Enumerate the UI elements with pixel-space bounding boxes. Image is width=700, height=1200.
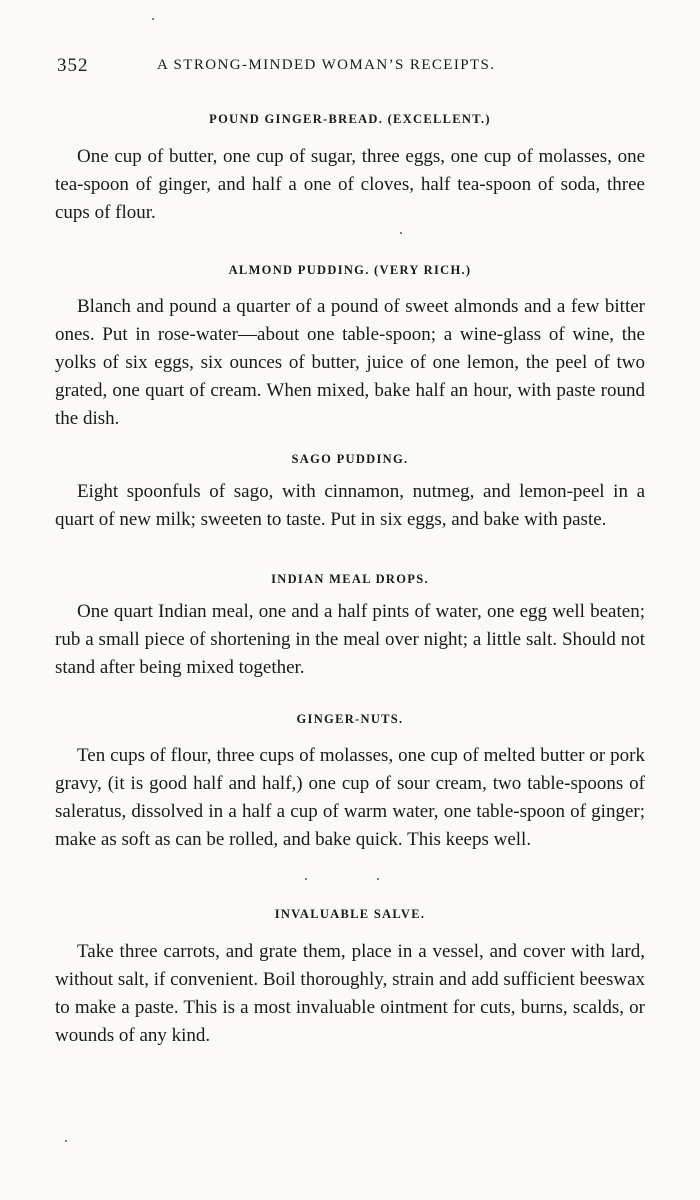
recipe-body: One quart Indian meal, one and a half pints of water, one egg well beaten; rub a small piece of shortening in the meal over night; a little salt. Should not stand after being mixed together. — [55, 601, 645, 678]
recipe-title: POUND GINGER-BREAD. (EXCELLENT.) — [209, 112, 491, 126]
recipe-title: ALMOND PUDDING. (VERY RICH.) — [228, 263, 472, 277]
running-head — [57, 55, 657, 81]
recipe-almond-pudding — [55, 263, 645, 433]
recipe-title: SAGO PUDDING. — [291, 452, 409, 466]
ink-speck — [377, 878, 379, 880]
recipe-ginger-nuts — [55, 712, 645, 854]
recipe-sago-pudding — [55, 452, 645, 534]
ink-speck — [152, 18, 154, 20]
recipe-invaluable-salve — [55, 907, 645, 1050]
recipe-title: INVALUABLE SALVE. — [274, 907, 426, 921]
ink-speck — [305, 878, 307, 880]
recipe-body: Ten cups of flour, three cups of molasses, one cup of melted butter or pork gravy, (it is good half and half,) one cup of sour cream, two table-spoons of saleratus, dissolved in a half a cup of warm water, one table-spoon of ginger; make as soft as can be rolled, and bake quick. This keeps well. — [55, 745, 645, 850]
ink-speck — [400, 232, 402, 234]
recipe-title: GINGER-NUTS. — [296, 712, 404, 726]
recipe-pound-ginger-bread — [55, 112, 645, 227]
recipe-body: Blanch and pound a quarter of a pound of sweet almonds and a few bitter ones. Put in rose-water—about one table-spoon; a wine-glass of wine, the yolks of six eggs, six ounces of butter, juice of one lemon, the peel of two grated, one quart of cream. When mixed, bake half an hour, with paste round the dish. — [55, 296, 645, 429]
ink-speck — [65, 1140, 67, 1142]
recipe-body: Eight spoonfuls of sago, with cinnamon, nutmeg, and lemon-peel in a quart of new milk; sweeten to taste. Put in six eggs, and bake with paste. — [55, 481, 645, 530]
page-number: 352 — [57, 55, 89, 76]
recipe-title: INDIAN MEAL DROPS. — [271, 572, 429, 586]
recipe-body: One cup of butter, one cup of sugar, three eggs, one cup of molasses, one tea-spoon of ginger, and half a one of cloves, half tea-spoon of soda, three cups of flour. — [55, 146, 645, 223]
recipe-body: Take three carrots, and grate them, place in a vessel, and cover with lard, without salt, if convenient. Boil thoroughly, strain and add sufficient beeswax to make a paste. This is a most invaluable ointment for cuts, burns, scalds, or wounds of any kind. — [55, 941, 645, 1046]
recipe-indian-meal-drops — [55, 572, 645, 682]
running-title: A STRONG-MINDED WOMAN’S RECEIPTS. — [157, 57, 496, 73]
